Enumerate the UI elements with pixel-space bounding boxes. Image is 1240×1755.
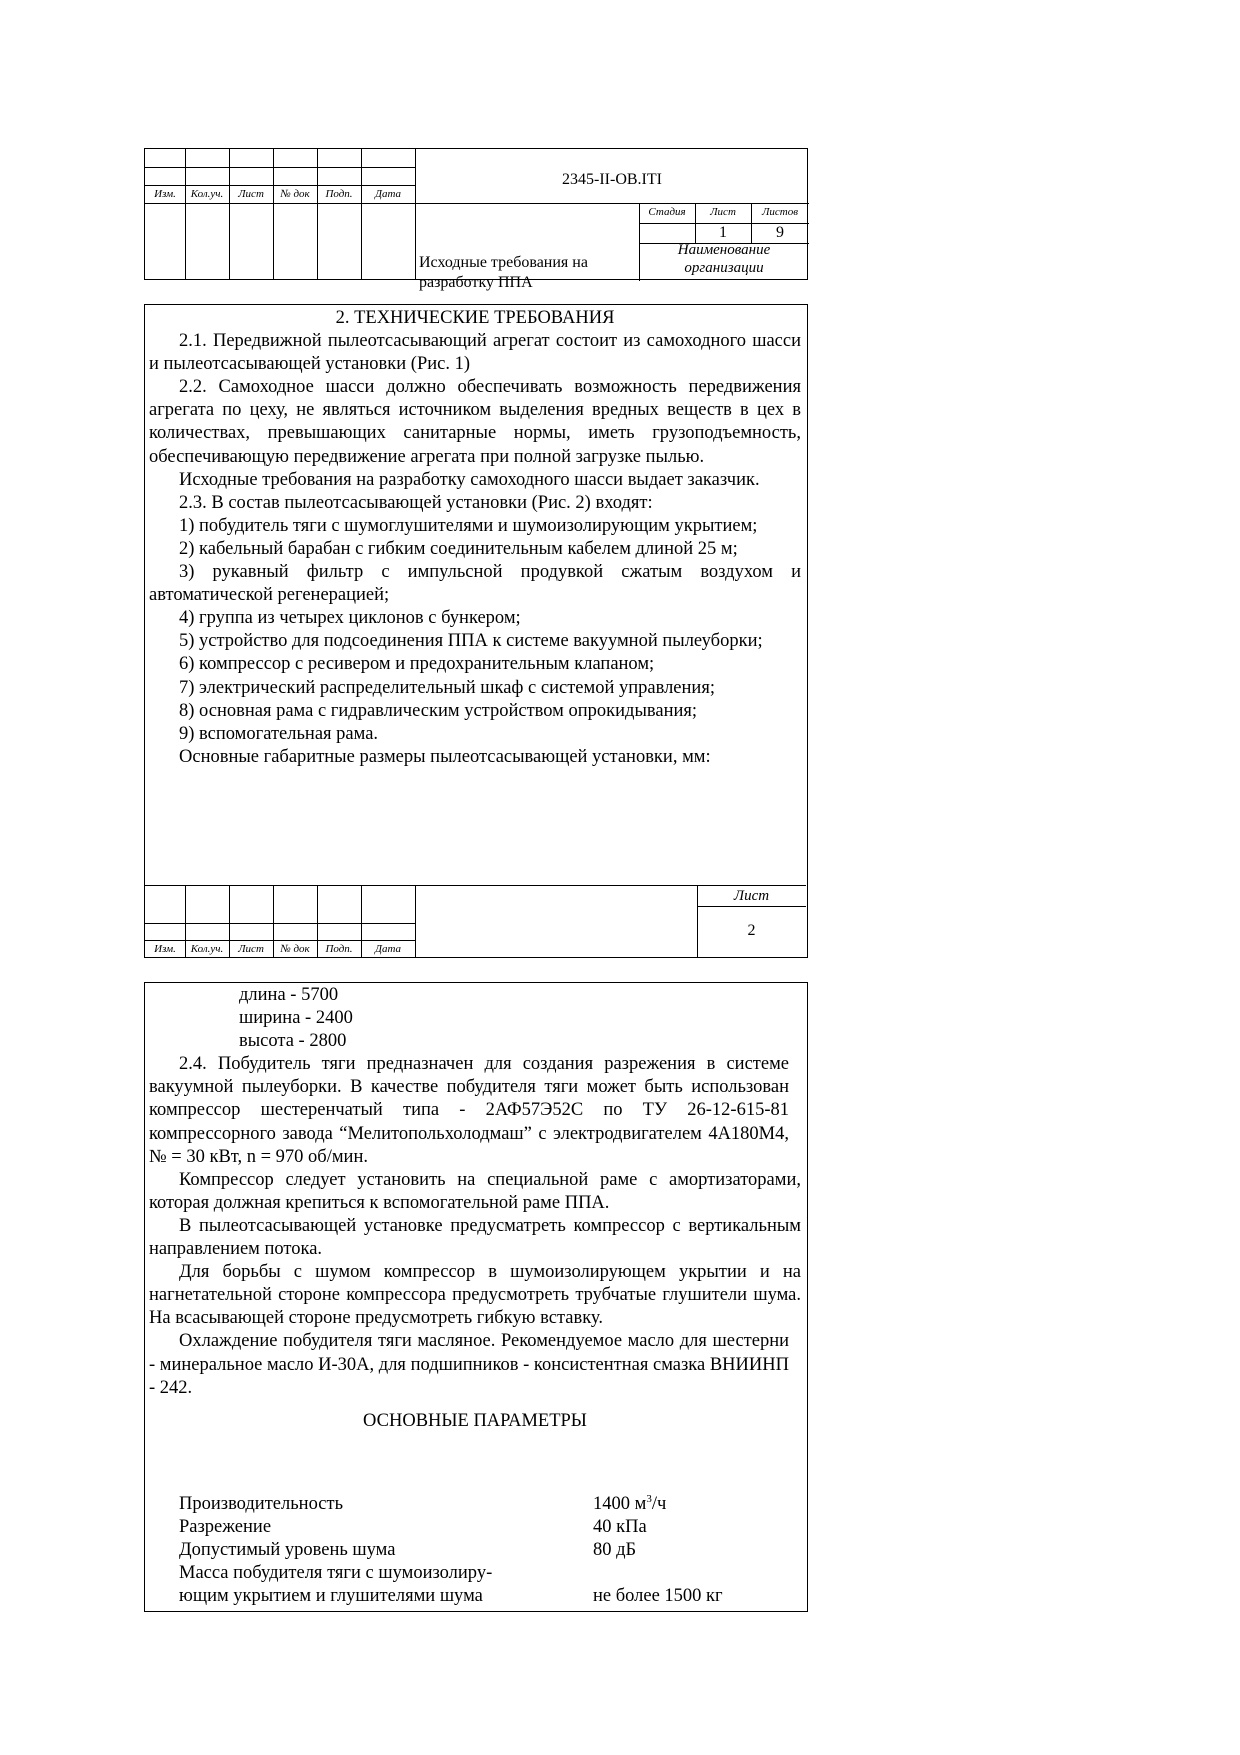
param-value: не более 1500 кг bbox=[593, 1586, 723, 1606]
params-heading: ОСНОВНЫЕ ПАРАМЕТРЫ bbox=[363, 1410, 587, 1431]
title-block bbox=[144, 148, 808, 291]
paragraph: Исходные требования на разработку самоходного шасси выдает заказчик. bbox=[179, 469, 760, 490]
stage-label: Стадия bbox=[648, 206, 686, 218]
dimension-height: высота - 2800 bbox=[239, 1031, 347, 1052]
doc-code: 2345-II-ОВ.ITI bbox=[562, 171, 662, 188]
param-value: 80 дБ bbox=[593, 1540, 637, 1560]
sheet-number: 2 bbox=[747, 922, 756, 939]
sheet-label: Лист bbox=[733, 888, 770, 904]
paragraph: 2.3. В состав пылеотсасывающей установки (Рис. 2) входят: bbox=[179, 492, 653, 513]
sheet-3 bbox=[144, 982, 808, 1612]
dimension-length: длина - 5700 bbox=[239, 985, 339, 1005]
grid-line bbox=[317, 149, 318, 279]
col-sign: Подп. bbox=[325, 943, 353, 955]
col-date: Дата bbox=[374, 943, 402, 955]
param-row bbox=[179, 1493, 779, 1516]
sheet-2-text bbox=[149, 307, 801, 769]
sheet-3-text bbox=[149, 984, 801, 1433]
param-value-suffix: /ч bbox=[651, 1494, 667, 1514]
param-row bbox=[179, 1539, 779, 1562]
param-value-sup: 3 bbox=[646, 1492, 652, 1505]
list-item: 2) кабельный барабан с гибким соединительным кабелем длиной 25 м; bbox=[179, 538, 738, 559]
grid-line bbox=[145, 923, 415, 924]
list-item: 7) электрический распределительный шкаф с системой управления; bbox=[179, 677, 715, 698]
grid-line bbox=[145, 185, 415, 186]
grid-line bbox=[361, 149, 362, 279]
paragraph: Для борьбы с шумом компрессор в шумоизолирующем укрытии и на нагнетательной стороне компрессора предусмотреть трубчатые глушители шума. На всасывающей стороне предусмотреть гибкую вставку. bbox=[149, 1262, 801, 1329]
col-list: Лист bbox=[238, 943, 264, 955]
col-kol-uch: Кол.уч. bbox=[190, 188, 224, 200]
grid-line bbox=[185, 149, 186, 279]
col-doc-no: № док bbox=[280, 943, 310, 955]
grid-line bbox=[273, 149, 274, 279]
list-item: 5) устройство для подсоединения ППА к системе вакуумной пылеуборки; bbox=[179, 631, 763, 652]
col-kol-uch: Кол.уч. bbox=[190, 943, 224, 955]
grid-line bbox=[415, 886, 416, 957]
param-row bbox=[179, 1585, 779, 1608]
grid-line bbox=[145, 940, 415, 941]
paragraph: Основные габаритные размеры пылеотсасывающей установки, мм: bbox=[179, 746, 711, 767]
grid-line bbox=[697, 906, 806, 907]
section-heading: 2. ТЕХНИЧЕСКИЕ ТРЕБОВАНИЯ bbox=[335, 308, 615, 328]
sheets-value: 9 bbox=[776, 224, 784, 241]
sheet-stamp bbox=[145, 885, 806, 957]
sheets-label: Листов bbox=[761, 206, 799, 218]
col-date: Дата bbox=[374, 188, 402, 200]
col-izm: Изм. bbox=[154, 188, 176, 200]
col-izm: Изм. bbox=[154, 943, 176, 955]
param-value-text: 1400 м bbox=[593, 1494, 647, 1514]
col-list: Лист bbox=[238, 188, 264, 200]
paragraph: 2.4. Побудитель тяги предназначен для создания разрежения в системе вакуумной пылеуборки. В качестве побудителя тяги может быть использован компрессор шестеренчатый типа - 2АФ57Э52С по ТУ 26-12-615-81 компрессорного завода “Мелитопольхолодмаш” с электродвигателем 4А180М4, № = 30 кВт, n = 970 об/мин. bbox=[149, 1054, 789, 1167]
param-value bbox=[593, 1493, 666, 1516]
list-item: 4) группа из четырех циклонов с бункером; bbox=[179, 608, 521, 629]
sheet-label: Лист bbox=[710, 206, 736, 218]
paragraph: Компрессор следует установить на специальной раме с амортизаторами, которая должная крепиться к вспомогательной раме ППА. bbox=[149, 1169, 801, 1213]
grid-line bbox=[229, 149, 230, 279]
grid-line bbox=[415, 149, 416, 279]
param-name: Допустимый уровень шума bbox=[179, 1540, 396, 1560]
param-row bbox=[179, 1516, 779, 1539]
grid-line bbox=[145, 167, 415, 168]
paragraph: 2.2. Самоходное шасси должно обеспечивать возможность передвижения агрегата по цеху, не являться источником выделения вредных веществ в цех в количествах, превышающих санитарные нормы, иметь грузоподъемность, обеспечивающую передвижение агрегата при полной загрузке пылью. bbox=[149, 377, 801, 467]
col-sign: Подп. bbox=[325, 188, 353, 200]
sheet-value: 1 bbox=[719, 224, 727, 241]
paragraph: В пылеотсасывающей установке предусматреть компрессор с вертикальным направлением потока. bbox=[149, 1215, 801, 1260]
list-item: 3) рукавный фильтр с импульсной продувкой сжатым воздухом и автоматической регенерацией; bbox=[149, 562, 801, 606]
param-name: ющим укрытием и глушителями шума bbox=[179, 1586, 483, 1606]
paragraph: Охлаждение побудителя тяги масляное. Рекомендуемое масло для шестерни - минеральное масло И-30А, для подшипников - консистентная смазка ВНИИНП - 242. bbox=[149, 1331, 789, 1398]
list-item: 6) компрессор с ресивером и предохранительным клапаном; bbox=[179, 654, 655, 675]
doc-name: Исходные требования на разработку ППА bbox=[419, 254, 588, 291]
param-name: Производительность bbox=[179, 1494, 344, 1514]
org-label: Наименование организации bbox=[677, 242, 771, 276]
param-value: 40 кПа bbox=[593, 1517, 647, 1537]
list-item: 8) основная рама с гидравлическим устройством опрокидывания; bbox=[179, 700, 698, 721]
sheet-2 bbox=[144, 304, 808, 958]
list-item: 1) побудитель тяги с шумоглушителями и шумоизолирующим укрытием; bbox=[179, 515, 758, 536]
param-name: Масса побудителя тяги с шумоизолиру- bbox=[179, 1563, 493, 1583]
paragraph: 2.1. Передвижной пылеотсасывающий агрегат состоит из самоходного шасси и пылеотсасывающей установки (Рис. 1) bbox=[149, 331, 801, 375]
params-table bbox=[179, 1493, 779, 1608]
dimension-width: ширина - 2400 bbox=[239, 1008, 353, 1029]
param-name: Разрежение bbox=[179, 1517, 272, 1537]
list-item: 9) вспомогательная рама. bbox=[179, 723, 379, 744]
grid-line bbox=[145, 203, 809, 204]
col-doc-no: № док bbox=[280, 188, 310, 200]
param-row bbox=[179, 1562, 779, 1585]
